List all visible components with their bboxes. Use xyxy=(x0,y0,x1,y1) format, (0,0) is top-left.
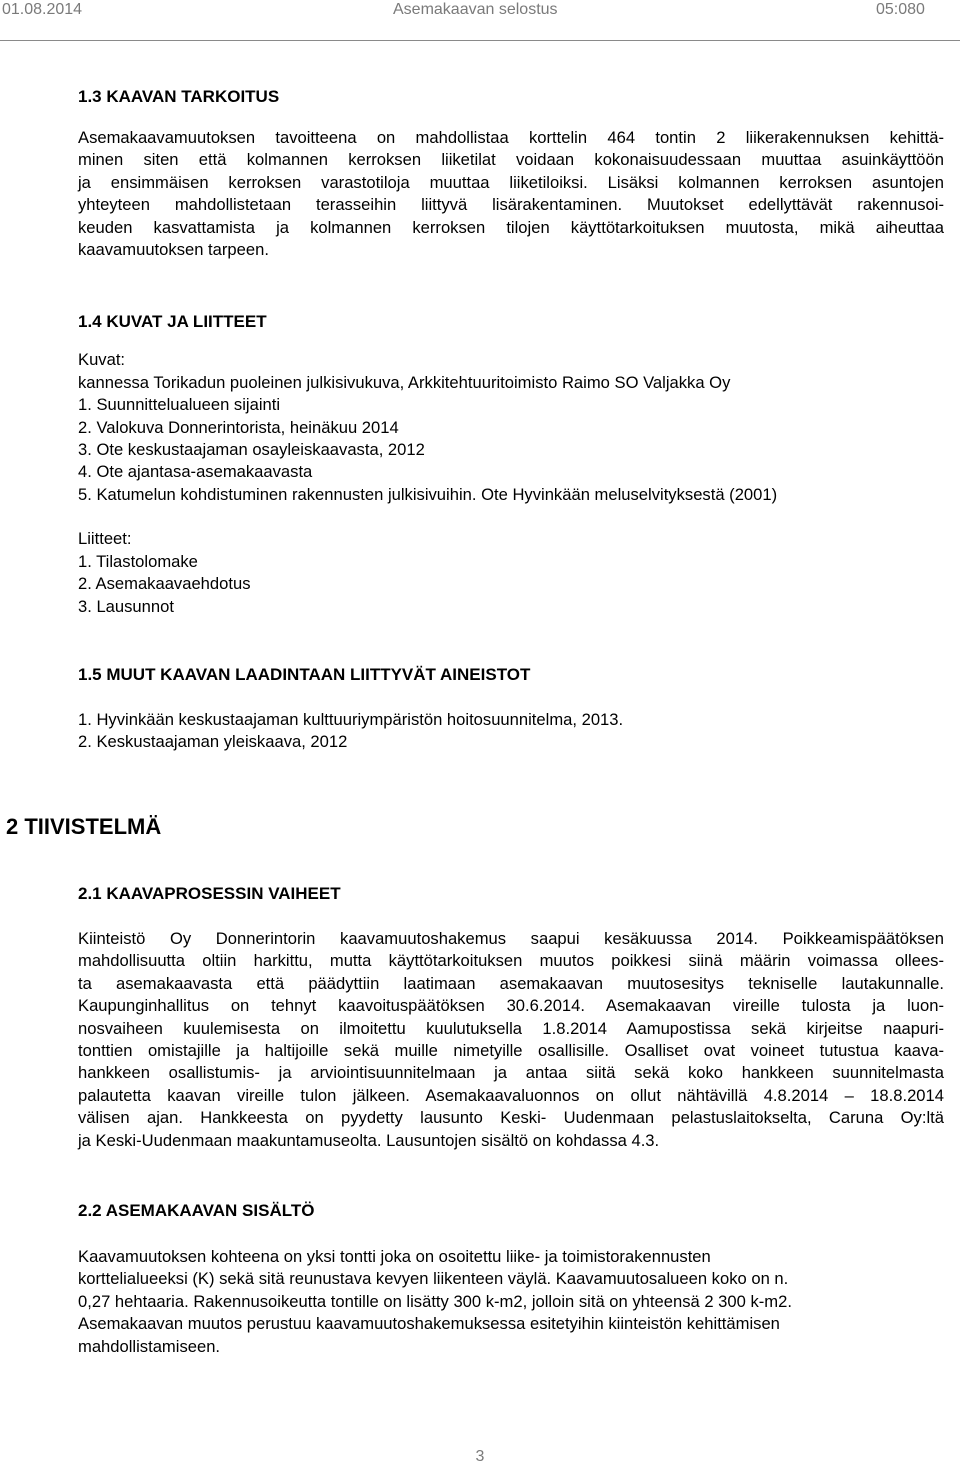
kuvat-label: Kuvat: xyxy=(78,350,126,370)
paragraph-line: nosvaiheen kuulemisesta on ilmoitettu kuulutuksella 1.8.2014 Aamupostissa sekä kirjeitse naapuri- xyxy=(78,1018,944,1038)
paragraph-line: tonttien omistajille ja haltijoille sekä muille nimetyille osallisille. Osalliset ovat voineet tutustua kaava- xyxy=(78,1041,944,1061)
liitteet-label: Liitteet: xyxy=(78,529,132,549)
paragraph-line: kaavamuutoksen tarpeen. xyxy=(78,240,269,260)
list-item: kannessa Torikadun puoleinen julkisivukuva, Arkkitehtuuritoimisto Raimo SO Valjakka Oy xyxy=(78,372,731,392)
paragraph-line: palautetta kaavan vireille tulon jälkeen. Asemakaavaluonnos on ollut nähtävillä 4.8.2014 – 18.8.2014 xyxy=(78,1085,944,1105)
section-2-1-paragraph xyxy=(78,928,944,1152)
section-heading-2: 2 TIIVISTELMÄ xyxy=(6,814,162,839)
document-body xyxy=(78,86,944,754)
paragraph-line: minen siten että kolmannen kerroksen liiketilat voidaan kokonaisuudessaan muuttaa asuinkäyttöön xyxy=(78,150,944,170)
section-heading-2-2: 2.2 ASEMAKAAVAN SISÄLTÖ xyxy=(78,1201,315,1221)
section-heading-1-4: 1.4 KUVAT JA LIITTEET xyxy=(78,312,267,332)
list-item: 2. Asemakaavaehdotus xyxy=(78,574,251,594)
section-heading-1-5: 1.5 MUUT KAAVAN LAADINTAAN LIITTYVÄT AINEISTOT xyxy=(78,664,531,684)
list-item: 3. Ote keskustaajaman osayleiskaavasta, 2012 xyxy=(78,440,425,460)
list-item: 3. Lausunnot xyxy=(78,596,174,616)
paragraph-line: ja Keski-Uudenmaan maakuntamuseolta. Lausuntojen sisältö on kohdassa 4.3. xyxy=(78,1130,660,1150)
paragraph-line: hankkeen osallistumis- ja arviointisuunnitelmaan ja antaa siitä sekä koko hankkeen suunnitelmasta xyxy=(78,1063,944,1083)
paragraph-line: keuden kasvattamista ja kolmannen kerroksen tilojen käyttötarkoituksen muutosta, mikä aiheuttaa xyxy=(78,217,944,237)
paragraph-line: Kiinteistö Oy Donnerintorin kaavamuutoshakemus saapui kesäkuussa 2014. Poikkeamispäätöksen xyxy=(78,929,944,948)
list-item: 1. Hyvinkään keskustaajaman kulttuuriympäristön hoitosuunnitelma, 2013. xyxy=(78,709,624,729)
section-heading-1-3: 1.3 KAAVAN TARKOITUS xyxy=(78,87,280,106)
paragraph-line: Asemakaavan muutos perustuu kaavamuutoshakemuksessa esitetyihin kiinteistön kehittämisen xyxy=(78,1314,780,1334)
document-body-continued xyxy=(78,883,944,1358)
paragraph-line: Asemakaavamuutoksen tavoitteena on mahdollistaa korttelin 464 tontin 2 liikerakennuksen kehittä- xyxy=(78,128,944,147)
header-date: 01.08.2014 xyxy=(2,1,83,18)
paragraph-line: mahdollistamiseen. xyxy=(78,1336,221,1356)
paragraph-line: ja ensimmäisen kerroksen varastotiloja muuttaa liiketiloiksi. Lisäksi kolmannen kerroksen asuntojen xyxy=(78,172,944,192)
list-item: 2. Keskustaajaman yleiskaava, 2012 xyxy=(78,732,348,752)
page-header xyxy=(0,0,960,41)
header-divider xyxy=(0,40,960,41)
section-2-2-paragraph xyxy=(78,1246,944,1358)
paragraph-line: Kaavamuutoksen kohteena on yksi tontti joka on osoitettu liike- ja toimistorakennusten xyxy=(78,1247,711,1267)
paragraph-line: yhteyteen mahdollistetaan terasseihin liittyvä lisärakentaminen. Muutokset edellyttävät rakennusoi- xyxy=(78,195,944,215)
section-1-3-paragraph xyxy=(78,127,944,261)
list-item: 2. Valokuva Donnerintorista, heinäkuu 2014 xyxy=(78,417,399,437)
header-code: 05:080 xyxy=(876,1,925,18)
paragraph-line: Kaupunginhallitus on tehnyt kaavoituspäätöksen 30.6.2014. Asemakaavan vireille tulosta ja luon- xyxy=(78,996,944,1016)
section-heading-2-1: 2.1 KAAVAPROSESSIN VAIHEET xyxy=(78,884,341,903)
list-item: 4. Ote ajantasa-asemakaavasta xyxy=(78,462,313,482)
list-item: 1. Suunnittelualueen sijainti xyxy=(78,395,281,415)
header-title: Asemakaavan selostus xyxy=(393,1,558,18)
list-item: 1. Tilastolomake xyxy=(78,551,198,571)
paragraph-line: 0,27 hehtaaria. Rakennusoikeutta tontille on lisätty 300 k-m2, jolloin sitä on yhteensä 2 300 k-m2. xyxy=(78,1291,792,1311)
list-item: 5. Katumelun kohdistuminen rakennusten julkisivuihin. Ote Hyvinkään meluselvityksestä (2001) xyxy=(78,484,778,504)
page-number: 3 xyxy=(475,1448,485,1465)
paragraph-line: ta asemakaavasta että päädyttiin laatimaan asemakaavan muutosesitys tekniselle lautakunnalle. xyxy=(78,973,944,993)
paragraph-line: mahdollisuutta oltiin harkittu, mutta käyttötarkoituksen muutos poikkesi siinä määrin voimassa ollees- xyxy=(78,951,944,971)
paragraph-line: korttelialueeksi (K) sekä sitä reunustava kevyen liikenteen väylä. Kaavamuutosalueen koko on n. xyxy=(78,1269,789,1289)
paragraph-line: välisen ajan. Hankkeesta on pyydetty lausunto Keski- Uudenmaan pelastuslaitokselta, Caruna Oy:ltä xyxy=(78,1108,944,1128)
